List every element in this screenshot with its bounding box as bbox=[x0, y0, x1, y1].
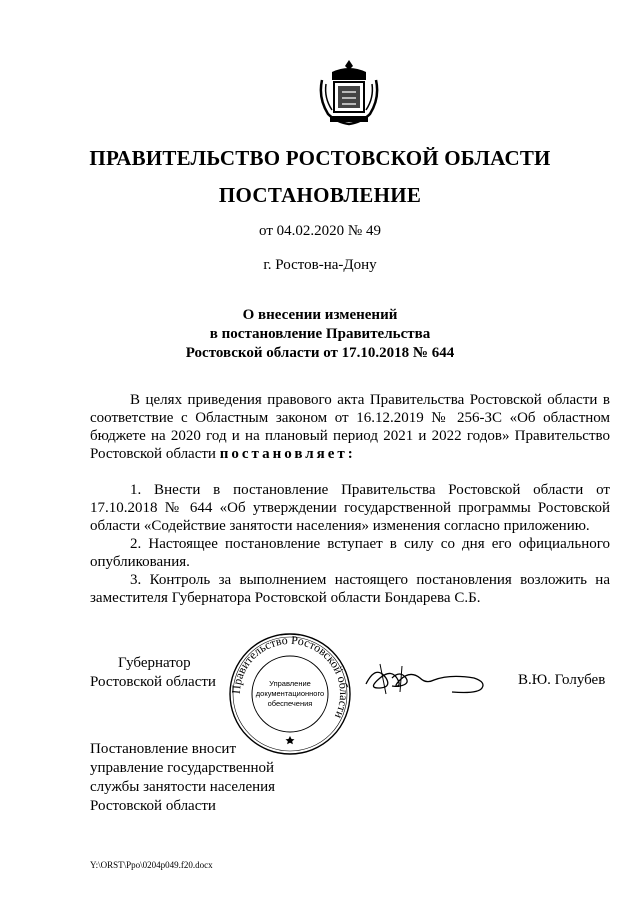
subject-line: О внесении изменений bbox=[242, 307, 398, 323]
seal-center-text: обеспечения bbox=[267, 699, 313, 708]
coat-of-arms-emblem bbox=[318, 58, 380, 128]
preamble-verb: постановляет: bbox=[219, 446, 356, 462]
svg-text:Правительство Ростовской облас bbox=[229, 633, 351, 721]
document-date-number: от 04.02.2020 № 49 bbox=[259, 223, 381, 239]
issuer-line: Ростовской области bbox=[90, 798, 216, 814]
seal-center-text: документационного bbox=[255, 689, 325, 698]
seal-center-text: Управление bbox=[269, 679, 311, 688]
resolution-item-2: 2. Настоящее постановление вступает в силу со дня его официального опубликования. bbox=[90, 536, 610, 570]
resolution-item-3: 3. Контроль за выполнением настоящего постановления возложить на заместителя Губернатора Ростовской области Бондарева С.Б. bbox=[90, 572, 610, 606]
issuer-line: управление государственной bbox=[90, 760, 275, 776]
preamble-paragraph bbox=[90, 391, 610, 463]
subject-line: в постановление Правительства bbox=[209, 326, 431, 342]
organization-title: ПРАВИТЕЛЬСТВО РОСТОВСКОЙ ОБЛАСТИ bbox=[89, 146, 551, 170]
signer-position-line: Ростовской области bbox=[90, 674, 216, 690]
issuer-line: Постановление вносит bbox=[90, 741, 237, 757]
issuer-line: службы занятости населения bbox=[90, 779, 276, 795]
document-city: г. Ростов-на-Дону bbox=[263, 257, 377, 273]
handwritten-signature bbox=[362, 660, 492, 698]
preamble-text: В целях приведения правового акта Правительства Ростовской области в соответствие с Областным законом от 16.12.2019 № 256-ЗС «Об областном бюджете на 2020 год и на плановый период 2021 и 2022 годов» Правительство Ростовской области bbox=[90, 392, 610, 462]
document-type-title: ПОСТАНОВЛЕНИЕ bbox=[218, 183, 422, 207]
subject-line: Ростовской области от 17.10.2018 № 644 bbox=[185, 345, 455, 361]
resolution-item-1: 1. Внести в постановление Правительства Ростовской области от 17.10.2018 № 644 «Об утверждении государственной программы Ростовской области «Содействие занятости населения» изменения согласно приложению. bbox=[90, 482, 610, 534]
document-subject bbox=[0, 306, 640, 363]
seal-ring-text: Правительство Ростовской области bbox=[228, 632, 352, 721]
signer-position bbox=[90, 654, 216, 692]
signer-position-line: Губернатор bbox=[118, 655, 191, 671]
issuer-block bbox=[90, 740, 275, 816]
signer-name: В.Ю. Голубев bbox=[518, 672, 606, 688]
file-path: Y:\ORST\Ppo\0204p049.f20.docx bbox=[90, 860, 213, 870]
official-seal-stamp bbox=[228, 632, 352, 756]
